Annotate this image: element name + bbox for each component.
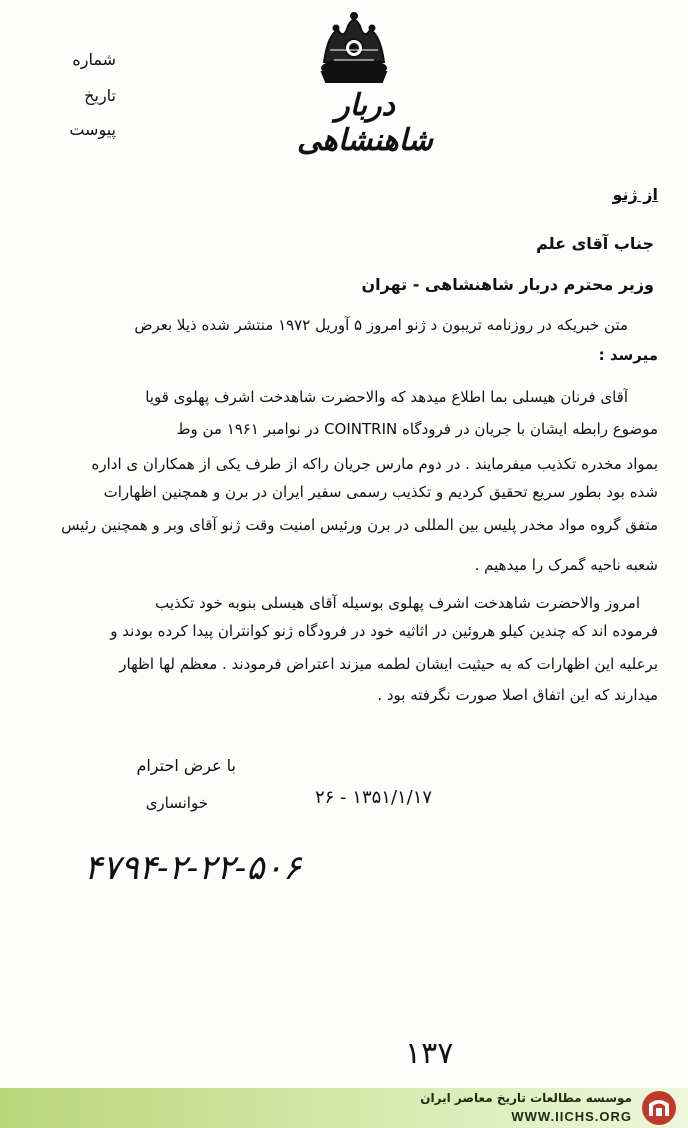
- date-label: تاریخ: [84, 86, 116, 105]
- body-line: متن خبریکه در روزنامه تریبون د ژنو امروز ۵ آوریل ۱۹۷۲ منتشر شده ذیلا بعرض: [134, 316, 628, 334]
- letter-origin: از ژنو: [612, 185, 658, 204]
- addressee-line-1: جناب آقای علم: [536, 234, 654, 253]
- body-line: امروز والاحضرت شاهدخت اشرف پهلوی بوسیله آقای هیسلی بنوبه خود تکذیب: [155, 594, 640, 612]
- institute-logo-icon: [640, 1090, 678, 1126]
- addressee-line-2: وزیر محترم دربار شاهنشاهی - تهران: [361, 275, 654, 294]
- number-label: شماره: [72, 50, 116, 69]
- body-line: میرسد :: [598, 346, 658, 364]
- body-line: فرموده اند که چندین کیلو هروئین در اثاثیه خود در فرودگاه ژنو کوانتران پیدا کرده بودند و: [110, 622, 658, 640]
- institute-url[interactable]: WWW.IICHS.ORG: [511, 1109, 632, 1124]
- signature: خوانساری: [145, 794, 208, 812]
- body-line: شعبه ناحیه گمرک را میدهیم .: [474, 556, 658, 574]
- body-line: متفق گروه مواد مخدر پلیس بین المللی در برن ورئیس امنیت وقت ژنو آقای وبر و همچنین رئیس: [61, 516, 658, 534]
- body-line: آقای فرنان هیسلی بما اطلاع میدهد که والاحضرت شاهدخت اشرف پهلوی قویا: [145, 388, 628, 406]
- body-line: برعلیه این اظهارات که به حیثیت ایشان لطمه میزند اعتراض فرمودند . معظم لها اظهار: [119, 655, 658, 673]
- file-number: ۴۷۹۴-۲-۲۲-۵۰۶: [84, 848, 302, 888]
- body-line: میدارند که این اتفاق اصلا صورت نگرفته بود .: [377, 686, 658, 704]
- page-number: ۱۳۷: [405, 1036, 454, 1071]
- institute-name: موسسه مطالعات تاریخ معاصر ایران: [420, 1091, 632, 1105]
- body-line: بمواد مخدره تکذیب میفرمایند . در دوم مارس جریان راکه از طرف یکی از همکاران ی اداره: [91, 455, 658, 473]
- court-title: دربار شاهنشاهی: [297, 88, 433, 158]
- attachment-label: پیوست: [69, 120, 116, 139]
- body-line: شده بود بطور سریع تحقیق کردیم و تکذیب رسمی سفیر ایران در برن و همچنین اظهارات: [103, 483, 658, 501]
- body-line: موضوع رابطه ایشان با جریان در فرودگاه COINTRIN در نوامبر ۱۹۶۱ من وط: [176, 420, 658, 438]
- crown-emblem-icon: [314, 10, 394, 86]
- closing: با عرض احترام: [136, 756, 236, 775]
- letter-date: ۲۶ - ۱۳۵۱/۱/۱۷: [315, 787, 433, 808]
